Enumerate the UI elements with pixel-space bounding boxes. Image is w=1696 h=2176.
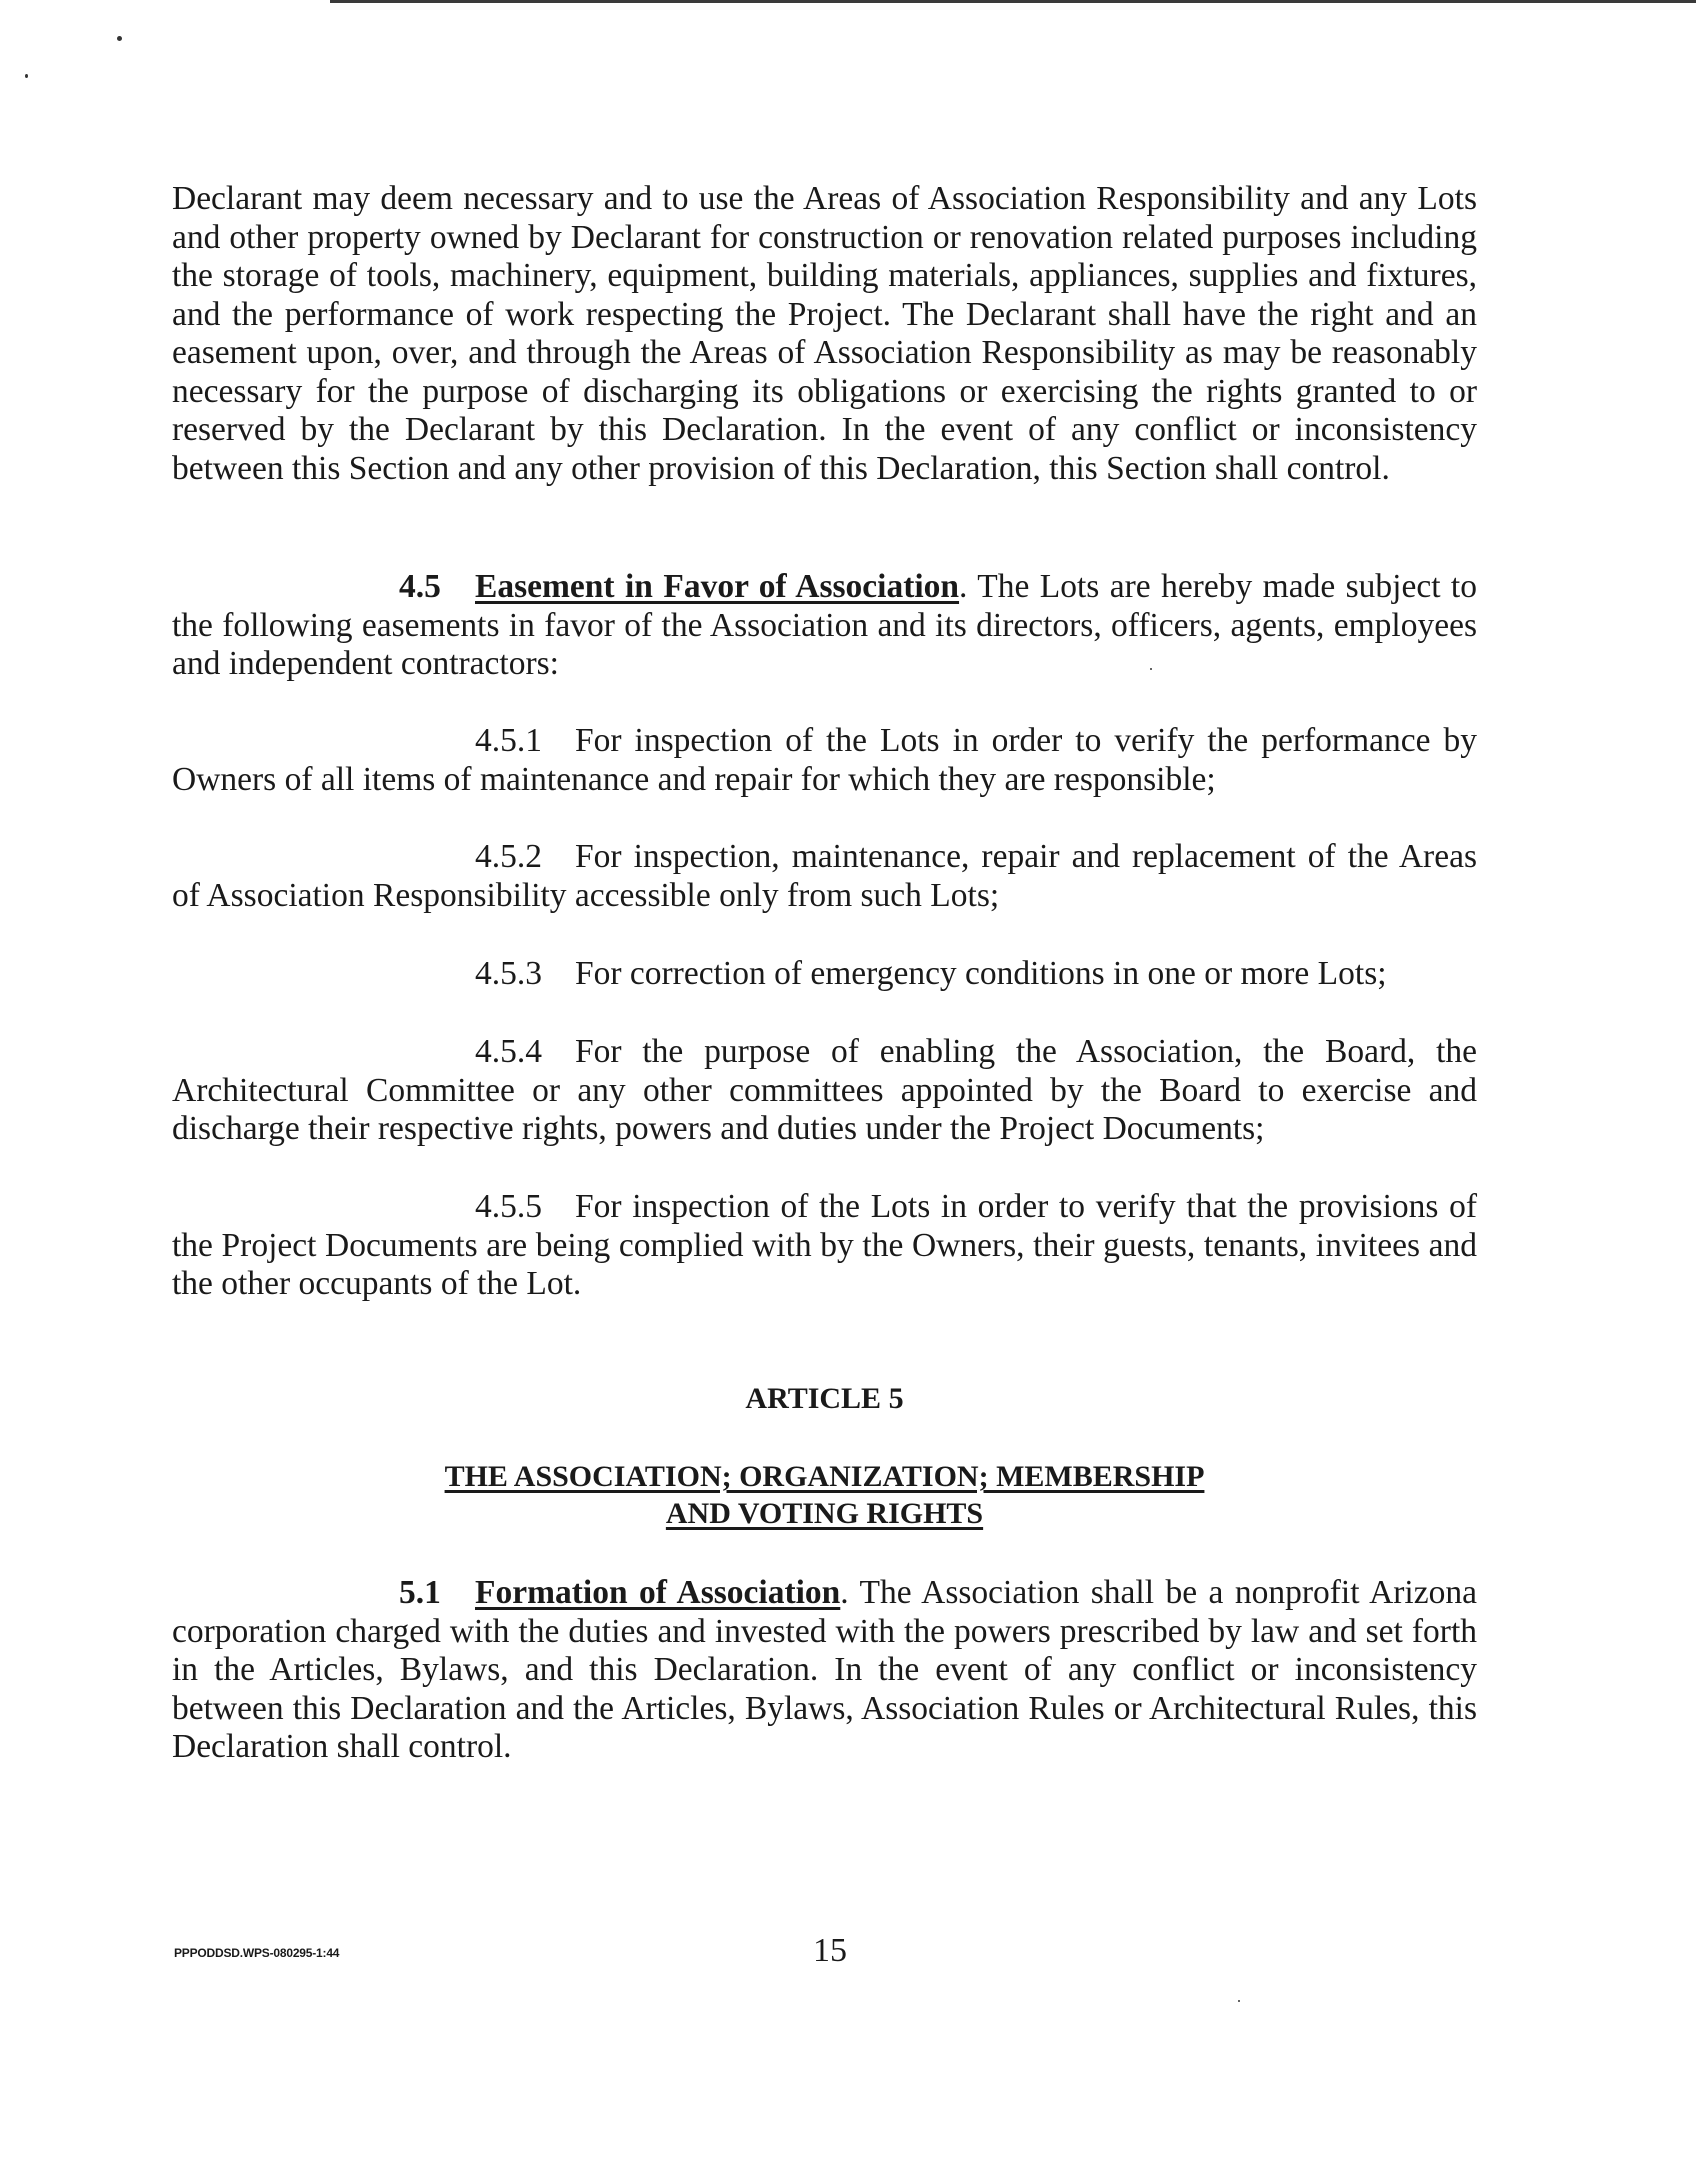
subsection-number: 4.5.3 [475, 955, 542, 992]
scan-edge-line [330, 0, 1696, 3]
section-title: Formation of Association [475, 1574, 841, 1611]
page-number: 15 [813, 1932, 847, 1969]
scan-speck [25, 74, 28, 78]
section-number: 5.1 [399, 1574, 441, 1611]
subsection-text: For inspection of the Lots in order to verify that the provisions of the Project Documents are being complied with by the Owners, their guests, tenants, invitees and the other occupants of the Lot. [172, 1188, 1477, 1302]
subsection-number: 4.5.5 [475, 1188, 542, 1225]
subsection-number: 4.5.2 [475, 838, 542, 875]
section-number: 4.5 [399, 568, 441, 605]
scan-speck [117, 36, 122, 41]
article-title-line-2: AND VOTING RIGHTS [665, 1497, 984, 1530]
subsection-number: 4.5.4 [475, 1033, 542, 1070]
section-4-5-paragraph [172, 568, 1477, 684]
article-heading: ARTICLE 5 [745, 1382, 904, 1415]
section-5-1-paragraph [172, 1574, 1477, 1767]
subsection-4-5-5 [172, 1188, 1477, 1304]
section-text: . The Lots are hereby made subject to the following easements in favor of the Association and its directors, officers, agents, employees and independent contractors: [172, 568, 1477, 682]
section-title: Easement in Favor of Association [475, 568, 960, 605]
subsection-text: For inspection, maintenance, repair and replacement of the Areas of Association Responsibility accessible only from such Lots; [172, 838, 1477, 914]
subsection-4-5-1 [172, 722, 1477, 799]
subsection-4-5-4 [172, 1033, 1477, 1149]
section-text: . The Association shall be a nonprofit Arizona corporation charged with the duties and invested with the powers prescribed by law and set forth in the Articles, Bylaws, and this Declaration. In the event of any conflict or inconsistency between this Declaration and the Articles, Bylaws, Association Rules or Architectural Rules, this Declaration shall control. [172, 1574, 1477, 1765]
subsection-4-5-3 [172, 955, 1477, 994]
subsection-4-5-2 [172, 838, 1477, 915]
intro-paragraph: Declarant may deem necessary and to use the Areas of Association Responsibility and any Lots and other property owned by Declarant for construction or renovation related purposes including the storage of tools, machinery, equipment, building materials, appliances, supplies and fixtures, and the performance of work respecting the Project. The Declarant shall have the right and an easement upon, over, and through the Areas of Association Responsibility as may be reasonably necessary for the purpose of discharging its obligations or exercising the rights granted to or reserved by the Declarant by this Declaration. In the event of any conflict or inconsistency between this Section and any other provision of this Declaration, this Section shall control. [172, 180, 1477, 487]
article-title-line-1: THE ASSOCIATION; ORGANIZATION; MEMBERSHIP [444, 1460, 1205, 1493]
subsection-text: For correction of emergency conditions in one or more Lots; [575, 955, 1387, 992]
subsection-text: For the purpose of enabling the Association, the Board, the Architectural Committee or any other committees appointed by the Board to exercise and discharge their respective rights, powers and duties under the Project Documents; [172, 1033, 1477, 1147]
subsection-text: For inspection of the Lots in order to verify the performance by Owners of all items of maintenance and repair for which they are responsible; [172, 722, 1477, 798]
subsection-number: 4.5.1 [475, 722, 542, 759]
document-id-footer: PPPODDSD.WPS-080295-1:44 [174, 1946, 340, 1960]
scan-speck [1238, 2000, 1240, 2002]
article-title [172, 1458, 1477, 1532]
